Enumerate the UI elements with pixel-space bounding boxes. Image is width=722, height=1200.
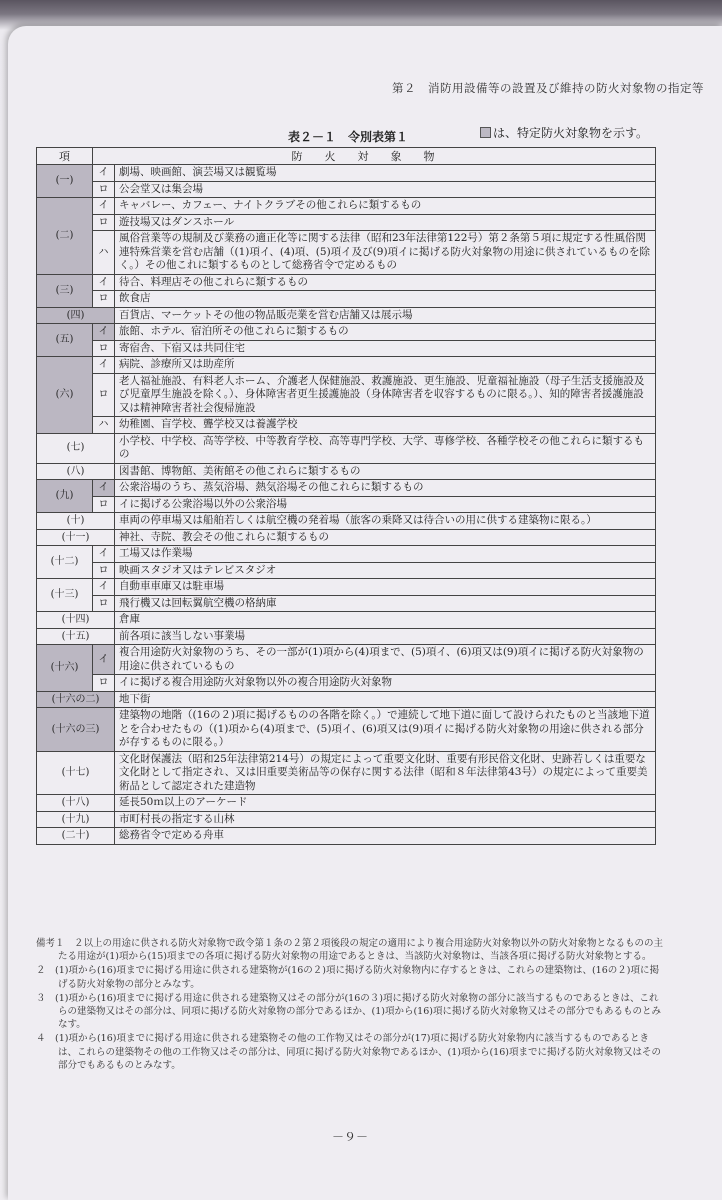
table-row (37, 562, 656, 579)
table-row (37, 198, 656, 215)
sub-item: イ (93, 198, 115, 215)
item-number: (十六の三) (37, 708, 115, 752)
sub-item: イ (93, 645, 115, 675)
object-text: 図書館、博物館、美術館その他これらに類するもの (115, 463, 656, 480)
object-text: 公会堂又は集会場 (115, 181, 656, 198)
object-text: 車両の停車場又は船舶若しくは航空機の発着場（旅客の乗降又は待合いの用に供する建築物に限る。） (115, 513, 656, 530)
table-row (37, 579, 656, 596)
table-row (37, 645, 656, 675)
object-text: 総務省令で定める舟車 (115, 828, 656, 845)
item-number: (十六) (37, 645, 93, 692)
table-row (37, 231, 656, 275)
note-paragraph: ３ (1)項から(16)項までに掲げる用途に供される建築物又はその部分が(16の３)項に掲げる防火対象物の部分に該当するものであるときは、これらの建築物又はその部分は、同項に掲げる防火対象物の部分であるほか、(1)項から(16)項に掲げる防火対象物又はその部分でもあるものとみなす。 (36, 992, 661, 1031)
sub-item: イ (93, 480, 115, 497)
table-row (37, 546, 656, 563)
item-number: (三) (37, 274, 93, 307)
item-number: (十二) (37, 546, 93, 579)
object-text: 工場又は作業場 (115, 546, 656, 563)
table-row (37, 433, 656, 463)
note-paragraph: ４ (1)項から(16)項までに掲げる用途に供される建築物その他の工作物又はその部分が(17)項に掲げる防火対象物内に該当するものであるときは、これらの建築物その他の工作物又はその部分は、同項に掲げる防火対象物であるほか、(1)項から(16)項までに掲げる防火対象物又はその部分でもあるものとみなす。 (36, 1033, 661, 1071)
object-text: 自動車車庫又は駐車場 (115, 579, 656, 596)
object-text: 待合、料理店その他これらに類するもの (115, 274, 656, 291)
object-text: 市町村長の指定する山林 (115, 811, 656, 828)
table-row (37, 324, 656, 341)
legend-note (480, 124, 648, 141)
sub-item: ロ (93, 214, 115, 231)
sub-item: イ (93, 165, 115, 182)
item-number: (四) (37, 307, 115, 324)
legend-note-text: は、特定防火対象物を示す。 (493, 126, 649, 140)
item-number: (十九) (37, 811, 115, 828)
table-row (37, 357, 656, 374)
item-number: (十) (37, 513, 115, 530)
sub-item: ロ (93, 291, 115, 308)
table-row (37, 612, 656, 629)
object-text: 百貨店、マーケットその他の物品販売業を営む店舗又は展示場 (115, 307, 656, 324)
object-text: 映画スタジオ又はテレビスタジオ (115, 562, 656, 579)
note-paragraph: ２ (1)項から(16)項までに掲げる用途に供される建築物が(16の２)項に掲げる防火対象物内に存するときは、これらの建築物は、(16の２)項に掲げる防火対象物の部分とみなす。 (36, 965, 659, 990)
table-row (37, 675, 656, 692)
table-row (37, 811, 656, 828)
sub-item: ロ (93, 675, 115, 692)
item-number: (五) (37, 324, 93, 357)
object-text: イに掲げる公衆浴場以外の公衆浴場 (115, 496, 656, 513)
item-number: (二十) (37, 828, 115, 845)
shading-legend-box (480, 127, 491, 138)
table-row (37, 417, 656, 434)
notes-section (36, 937, 666, 1073)
object-text: 劇場、映画館、演芸場又は観覧場 (115, 165, 656, 182)
object-text: 神社、寺院、教会その他これらに類するもの (115, 529, 656, 546)
col-header-item: 項 (37, 148, 93, 165)
object-text: 建築物の地階（(16の２)項に掲げるものの各階を除く。）で連続して地下道に面して設けられたものと当該地下道とを合わせたもの（(1)項から(4)項まで、(5)項イ、(6)項又は(9)項イに掲げる防火対象物の用途に供される部分が存するものに限る。） (115, 708, 656, 752)
item-number: (七) (37, 433, 115, 463)
item-number: (一) (37, 165, 93, 198)
object-text: 公衆浴場のうち、蒸気浴場、熱気浴場その他これらに類するもの (115, 480, 656, 497)
table-row (37, 340, 656, 357)
item-number: (八) (37, 463, 115, 480)
item-number: (十八) (37, 795, 115, 812)
object-text: 複合用途防火対象物のうち、その一部が(1)項から(4)項まで、(5)項イ、(6)項又は(9)項イに掲げる防火対象物の用途に供されているもの (115, 645, 656, 675)
object-text: キャバレー、カフェー、ナイトクラブその他これらに類するもの (115, 198, 656, 215)
object-text: 小学校、中学校、高等学校、中等教育学校、高等専門学校、大学、専修学校、各種学校その他これらに類するもの (115, 433, 656, 463)
table-row (37, 751, 656, 795)
object-text: 倉庫 (115, 612, 656, 629)
sub-item: イ (93, 579, 115, 596)
object-text: 寄宿舎、下宿又は共同住宅 (115, 340, 656, 357)
sub-item: ハ (93, 417, 115, 434)
sub-item: ハ (93, 231, 115, 275)
table-header-row (37, 148, 656, 165)
fire-prevention-table (36, 147, 656, 845)
item-number: (十三) (37, 579, 93, 612)
sub-item: イ (93, 324, 115, 341)
table-row (37, 795, 656, 812)
item-number: (十四) (37, 612, 115, 629)
page-number: －９－ (331, 1130, 368, 1144)
table-row (37, 529, 656, 546)
sub-item: イ (93, 546, 115, 563)
item-number: (六) (37, 357, 93, 434)
object-text: 文化財保護法（昭和25年法律第214号）の規定によって重要文化財、重要有形民俗文化財、史跡若しくは重要な文化財として指定され、又は旧重要美術品等の保存に関する法律（昭和８年法律第43号）の規定によって重要美術品として認定された建造物 (115, 751, 656, 795)
object-text: 飲食店 (115, 291, 656, 308)
col-header-object: 防火対象物 (93, 148, 656, 165)
object-text: 延長50ｍ以上のアーケード (115, 795, 656, 812)
table-title: 表２－１ 令別表第１ (288, 130, 409, 144)
note-paragraph: 備考１ ２以上の用途に供される防火対象物で政令第１条の２第２項後段の規定の適用により複合用途防火対象物以外の防火対象物となるものの主たる用途が(1)項から(15)項までの各項に掲げる防火対象物の用途であるときは、当該防火対象物は、当該各項に掲げる防火対象物とする。 (36, 938, 664, 963)
item-number: (九) (37, 480, 93, 513)
sub-item: ロ (93, 496, 115, 513)
object-text: 遊技場又はダンスホール (115, 214, 656, 231)
table-row (37, 828, 656, 845)
item-number: (十六の二) (37, 691, 115, 708)
table-row (37, 291, 656, 308)
item-number: (十一) (37, 529, 115, 546)
object-text: 旅館、ホテル、宿泊所その他これらに類するもの (115, 324, 656, 341)
object-text: 病院、診療所又は助産所 (115, 357, 656, 374)
table-row (37, 463, 656, 480)
table-row (37, 628, 656, 645)
sub-item: ロ (93, 340, 115, 357)
table-row (37, 708, 656, 752)
running-head: 第２ 消防用設備等の設置及び維持の防火対象物の指定等 (392, 81, 704, 95)
sub-item: イ (93, 357, 115, 374)
sub-item: ロ (93, 562, 115, 579)
sub-item: ロ (93, 595, 115, 612)
table-row (37, 373, 656, 417)
table-row (37, 274, 656, 291)
item-number: (十五) (37, 628, 115, 645)
table-row (37, 496, 656, 513)
sub-item: ロ (93, 373, 115, 417)
table-row (37, 214, 656, 231)
object-text: イに掲げる複合用途防火対象物以外の複合用途防火対象物 (115, 675, 656, 692)
object-text: 風俗営業等の規制及び業務の適正化等に関する法律（昭和23年法律第122号）第２条第５項に規定する性風俗関連特殊営業を営む店舗（(1)項イ、(4)項、(5)項イ及び(9)項イに掲げる防火対象物の用途に供されているものを除く。）その他これに類するものとして総務省令で定めるもの (115, 231, 656, 275)
sub-item: ロ (93, 181, 115, 198)
table-row (37, 691, 656, 708)
table-row (37, 513, 656, 530)
item-number: (二) (37, 198, 93, 275)
item-number: (十七) (37, 751, 115, 795)
object-text: 地下街 (115, 691, 656, 708)
object-text: 老人福祉施設、有料老人ホーム、介護老人保健施設、救護施設、更生施設、児童福祉施設（母子生活支援施設及び児童厚生施設を除く。）、身体障害者更生援護施設（身体障害者を収容するものに限る。）、知的障害者援護施設又は精神障害者社会復帰施設 (115, 373, 656, 417)
table-row (37, 165, 656, 182)
object-text: 前各項に該当しない事業場 (115, 628, 656, 645)
table-row (37, 595, 656, 612)
table-row (37, 480, 656, 497)
object-text: 飛行機又は回転翼航空機の格納庫 (115, 595, 656, 612)
table-row (37, 307, 656, 324)
table-row (37, 181, 656, 198)
object-text: 幼稚園、盲学校、聾学校又は養護学校 (115, 417, 656, 434)
sub-item: イ (93, 274, 115, 291)
